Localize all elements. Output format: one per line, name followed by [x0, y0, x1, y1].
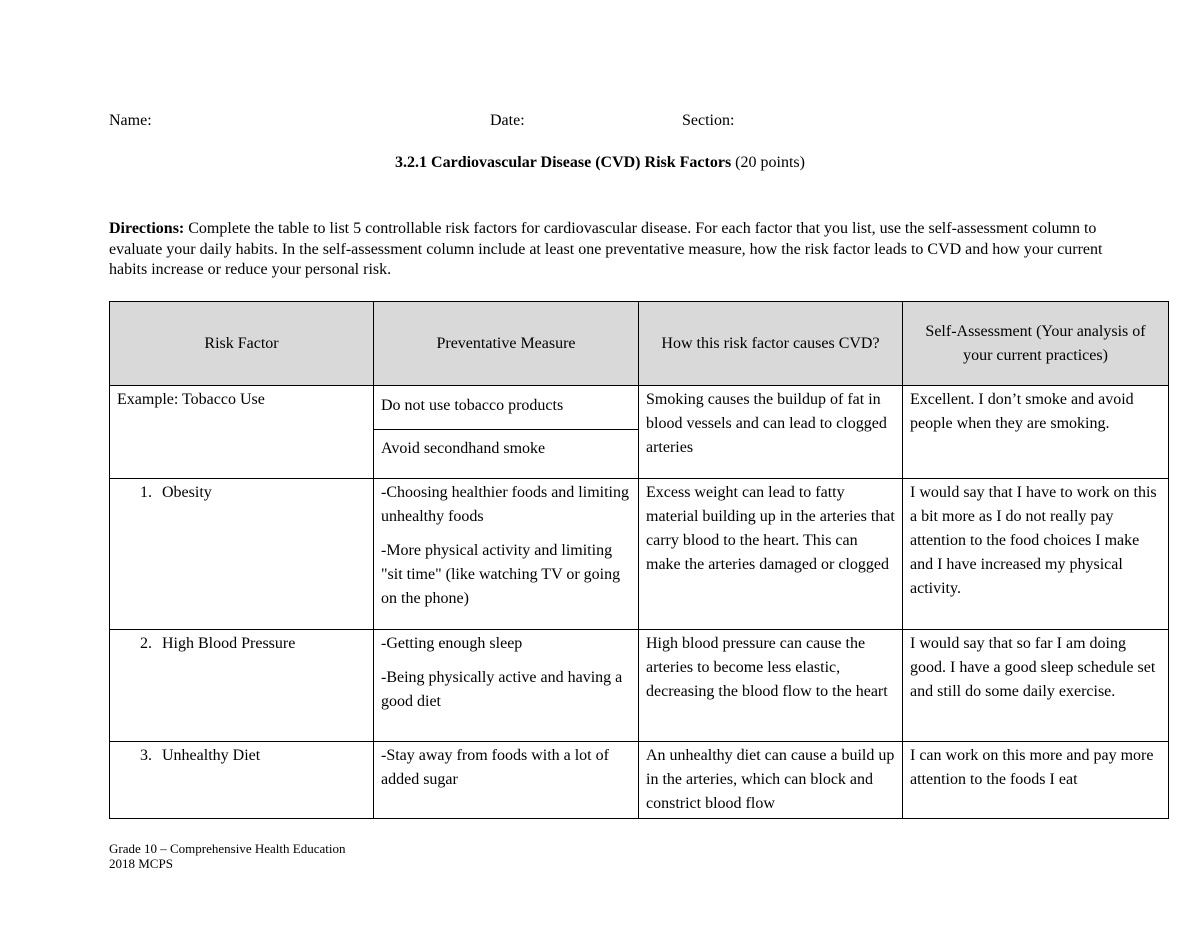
factor-name: Unhealthy Diet: [162, 747, 261, 764]
title-main: 3.2.1 Cardiovascular Disease (CVD) Risk Factors: [395, 154, 732, 171]
title-points: (20 points): [731, 154, 805, 171]
factor-cell: [110, 479, 374, 630]
table-row-example: [110, 386, 1169, 479]
assessment-cell: I would say that I have to work on this a bit more as I do not really pay attention to the food choices I make and I have increased my physical activity.: [903, 479, 1169, 630]
table-row: [110, 479, 1169, 630]
example-measure-2: Avoid secondhand smoke: [381, 440, 546, 457]
assessment-cell: I can work on this more and pay more attention to the foods I eat: [903, 742, 1169, 819]
date-label: Date:: [490, 112, 525, 129]
example-factor-cell: [110, 386, 374, 479]
cause-cell: An unhealthy diet can cause a build up in the arteries, which can block and constrict blood flow: [639, 742, 903, 819]
measure-item: -Being physically active and having a good diet: [381, 669, 623, 710]
risk-factor-table: [109, 301, 1169, 819]
example-factor: Example: Tobacco Use: [117, 391, 265, 408]
measures-cell: [374, 630, 639, 742]
measure-item: -More physical activity and limiting "sit time" (like watching TV or going on the phone): [381, 542, 621, 607]
table-header-row: [110, 302, 1169, 386]
header-preventative-measure: Preventative Measure: [374, 302, 639, 386]
example-measures-cell: [374, 386, 639, 479]
directions-paragraph: [109, 219, 1109, 281]
directions-label: Directions:: [109, 220, 185, 237]
cause-cell: High blood pressure can cause the arteries to become less elastic, decreasing the blood flow to the heart: [639, 630, 903, 742]
measure-item: -Getting enough sleep: [381, 635, 523, 652]
factor-cell: [110, 742, 374, 819]
measures-cell: [374, 742, 639, 819]
example-cause: Smoking causes the buildup of fat in blood vessels and can lead to clogged arteries: [639, 386, 903, 479]
factor-number: 1.: [140, 484, 152, 501]
measures-cell: [374, 479, 639, 630]
worksheet-title: [0, 153, 1200, 173]
header-self-assessment: Self-Assessment (Your analysis of your current practices): [903, 302, 1169, 386]
page-footer: [109, 841, 345, 871]
example-measure-1: Do not use tobacco products: [374, 386, 638, 430]
measure-item: -Choosing healthier foods and limiting unhealthy foods: [381, 484, 629, 525]
directions-text: Complete the table to list 5 controllable risk factors for cardiovascular disease. For each factor that you list, use the self-assessment column to evaluate your daily habits. In the self-assessment column include at least one preventative measure, how the risk factor leads to CVD and how your current habits increase or reduce your personal risk.: [109, 220, 1103, 278]
assessment-cell: I would say that so far I am doing good. I have a good sleep schedule set and still do some daily exercise.: [903, 630, 1169, 742]
header-risk-factor: Risk Factor: [110, 302, 374, 386]
table-row: [110, 630, 1169, 742]
factor-number: 2.: [140, 635, 152, 652]
example-assessment: Excellent. I don’t smoke and avoid people when they are smoking.: [903, 386, 1169, 479]
factor-number: 3.: [140, 747, 152, 764]
measure-item: -Stay away from foods with a lot of added sugar: [381, 747, 609, 788]
factor-name: Obesity: [162, 484, 212, 501]
footer-course: Grade 10 – Comprehensive Health Education: [109, 841, 346, 856]
factor-name: High Blood Pressure: [162, 635, 296, 652]
section-label: Section:: [682, 112, 735, 129]
footer-year: 2018 MCPS: [109, 856, 173, 871]
table-row: [110, 742, 1169, 819]
header-how-causes-cvd: How this risk factor causes CVD?: [639, 302, 903, 386]
name-label: Name:: [109, 112, 152, 129]
cause-cell: Excess weight can lead to fatty material building up in the arteries that carry blood to the heart. This can make the arteries damaged or clogged: [639, 479, 903, 630]
factor-cell: [110, 630, 374, 742]
